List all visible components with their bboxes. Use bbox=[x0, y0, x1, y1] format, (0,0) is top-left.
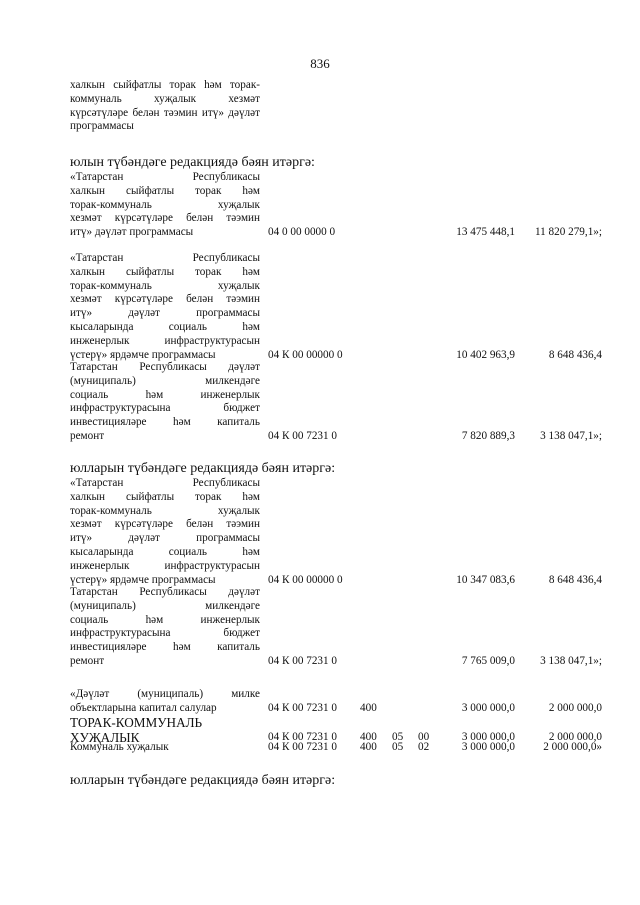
row-description bbox=[70, 741, 260, 755]
description-line: хезмәт күрсәтүләре белән тәэмин bbox=[70, 212, 260, 225]
row-code: 04 0 00 0000 0 bbox=[268, 226, 336, 239]
description-line: кысаларында социаль һәм bbox=[70, 545, 260, 558]
description-line: ремонт bbox=[70, 654, 105, 667]
description-line: инженерлык инфраструктурасын bbox=[70, 334, 260, 347]
description-line: итү» дәүләт программасы bbox=[70, 307, 260, 320]
description-line: объектларына капитал салулар bbox=[70, 701, 217, 714]
row-value-1: 13 475 448,1 bbox=[456, 226, 515, 239]
row-value-1: 3 000 000,0 bbox=[461, 731, 515, 744]
description-line: үстерү» ярдәмче программасы bbox=[70, 573, 216, 586]
row-description bbox=[70, 252, 260, 362]
heading-1: юлын түбәндәге редакциядә бәян итәргә: bbox=[70, 155, 315, 170]
description-line: ТОРАК-КОММУНАЛЬ bbox=[70, 715, 203, 730]
description-line: инфраструктурасына бюджет bbox=[70, 627, 260, 640]
row-code: 04 К 00 7231 0 bbox=[268, 731, 337, 744]
description-line: «Татарстан Республикасы bbox=[70, 477, 260, 489]
table-row bbox=[0, 361, 640, 444]
description-line: «Дәүләт (муниципаль) милке bbox=[70, 688, 260, 700]
description-line: кысаларында социаль һәм bbox=[70, 320, 260, 333]
row-code: 04 К 00 7231 0 bbox=[268, 430, 337, 442]
row-col-1: 400 bbox=[360, 731, 377, 744]
description-line: хезмәт күрсәтүләре белән тәэмин bbox=[70, 518, 260, 531]
description-line: инвестицияләре һәм капиталь bbox=[70, 641, 260, 654]
description-line: инвестицияләре һәм капиталь bbox=[70, 416, 260, 429]
row-value-1: 3 000 000,0 bbox=[461, 741, 515, 753]
table-row bbox=[0, 741, 640, 755]
row-description bbox=[70, 586, 260, 669]
row-value-2: 3 138 047,1»; bbox=[540, 430, 602, 442]
description-line: итү» дәүләт программасы bbox=[70, 532, 260, 545]
table-row bbox=[0, 252, 640, 362]
row-code: 04 К 00 00000 0 bbox=[268, 348, 343, 361]
description-line: «Татарстан Республикасы bbox=[70, 171, 260, 183]
description-line: ремонт bbox=[70, 429, 105, 442]
row-value-1: 3 000 000,0 bbox=[461, 701, 515, 714]
row-col-2: 05 bbox=[392, 741, 404, 753]
row-col-3: 02 bbox=[418, 741, 430, 753]
row-code: 04 К 00 00000 0 bbox=[268, 573, 343, 586]
row-code: 04 К 00 7231 0 bbox=[268, 741, 337, 753]
description-line: инженерлык инфраструктурасын bbox=[70, 559, 260, 572]
intro-text: халкын сыйфатлы торак һәм торак-коммуналь хуҗалык хезмәт күрсәтүләре белән тәэмин итү» дәүләт программасы bbox=[70, 79, 260, 133]
row-description bbox=[70, 171, 260, 240]
row-description bbox=[70, 688, 260, 716]
description-line: «Татарстан Республикасы bbox=[70, 252, 260, 264]
description-line: инфраструктурасына бюджет bbox=[70, 402, 260, 415]
description-line: Татарстан Республикасы дәүләт bbox=[70, 361, 260, 373]
description-line: халкын сыйфатлы торак һәм bbox=[70, 265, 260, 278]
row-col-3: 00 bbox=[418, 731, 430, 744]
description-line: (муниципаль) милкендәге bbox=[70, 599, 260, 612]
row-value-2: 3 138 047,1»; bbox=[540, 655, 602, 667]
description-line: үстерү» ярдәмче программасы bbox=[70, 348, 216, 361]
description-line: торак-коммуналь хуҗалык bbox=[70, 198, 260, 211]
row-value-2: 8 648 436,4 bbox=[548, 348, 602, 361]
description-line: итү» дәүләт программасы bbox=[70, 226, 194, 239]
row-value-2: 8 648 436,4 bbox=[548, 573, 602, 586]
description-line: торак-коммуналь хуҗалык bbox=[70, 504, 260, 517]
row-value-1: 7 820 889,3 bbox=[461, 430, 515, 442]
description-line: торак-коммуналь хуҗалык bbox=[70, 279, 260, 292]
description-line: халкын сыйфатлы торак һәм bbox=[70, 490, 260, 503]
heading-3: юлларын түбәндәге редакциядә бәян итәргә: bbox=[70, 773, 336, 788]
row-col-1: 400 bbox=[360, 701, 377, 714]
row-code: 04 К 00 7231 0 bbox=[268, 655, 337, 667]
row-value-2: 2 000 000,0 bbox=[548, 701, 602, 714]
row-value-1: 10 402 963,9 bbox=[456, 348, 515, 361]
row-value-1: 10 347 083,6 bbox=[456, 573, 515, 586]
row-value-2: 2 000 000,0» bbox=[543, 741, 602, 753]
row-value-2: 11 820 279,1»; bbox=[534, 226, 602, 239]
row-value-2: 2 000 000,0 bbox=[548, 731, 602, 744]
description-line: Татарстан Республикасы дәүләт bbox=[70, 586, 260, 598]
description-line: хезмәт күрсәтүләре белән тәэмин bbox=[70, 293, 260, 306]
table-row bbox=[0, 586, 640, 669]
row-col-1: 400 bbox=[360, 741, 377, 753]
row-description bbox=[70, 361, 260, 444]
row-value-1: 7 765 009,0 bbox=[461, 655, 515, 667]
table-row bbox=[0, 688, 640, 716]
description-line: Коммуналь хуҗалык bbox=[70, 741, 169, 753]
table-row bbox=[0, 171, 640, 240]
row-code: 04 К 00 7231 0 bbox=[268, 701, 337, 714]
row-col-2: 05 bbox=[392, 731, 404, 744]
table-row bbox=[0, 477, 640, 587]
description-line: социаль һәм инженерлык bbox=[70, 613, 260, 626]
description-line: (муниципаль) милкендәге bbox=[70, 374, 260, 387]
heading-2: юлларын түбәндәге редакциядә бәян итәргә: bbox=[70, 461, 336, 476]
description-line: халкын сыйфатлы торак һәм bbox=[70, 184, 260, 197]
page-number: 836 bbox=[310, 56, 330, 71]
row-description bbox=[70, 477, 260, 587]
description-line: социаль һәм инженерлык bbox=[70, 388, 260, 401]
description-line: ХУҖАЛЫК bbox=[70, 729, 140, 745]
